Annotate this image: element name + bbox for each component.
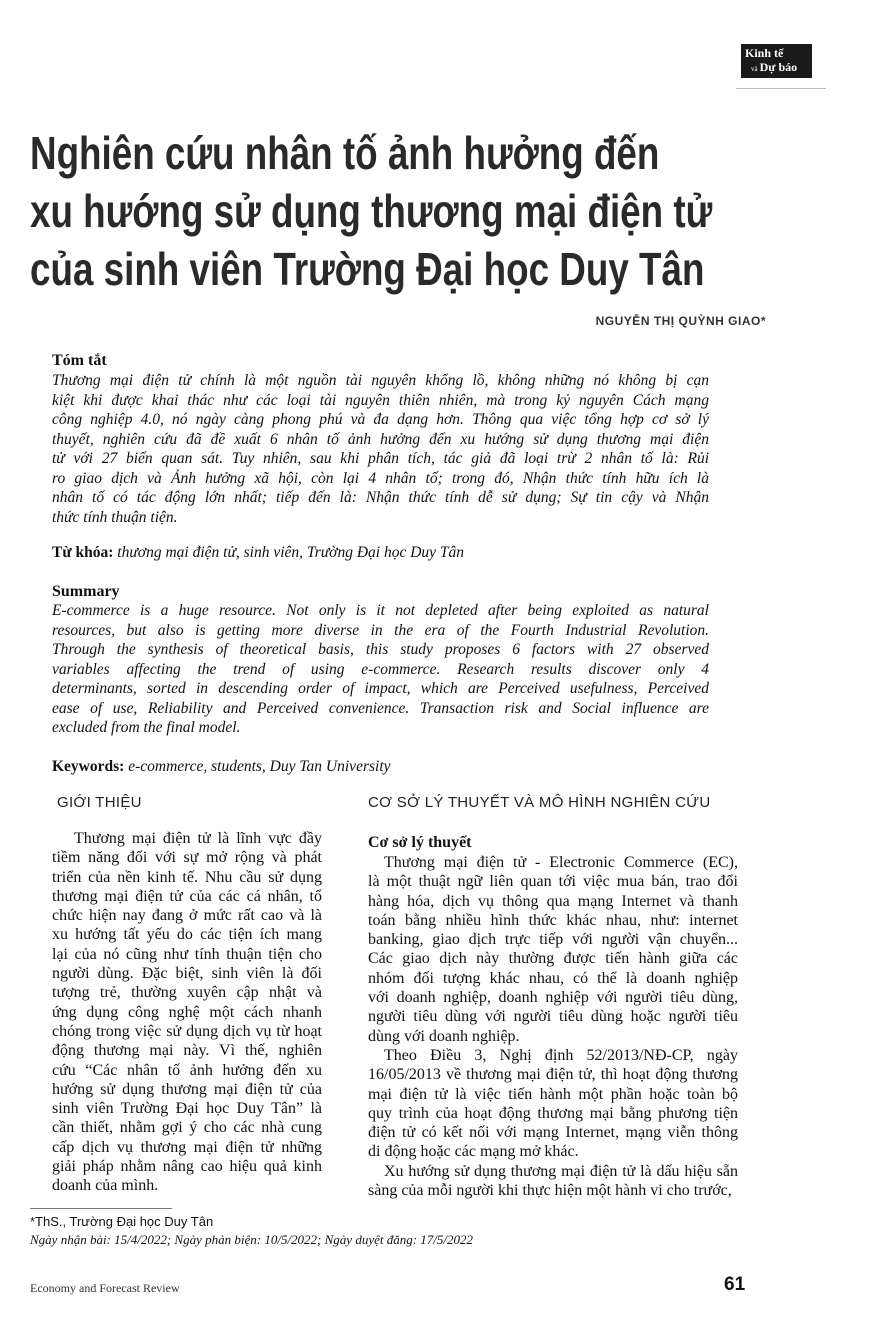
text-line: resources, but also is getting more diverse in the era of the Fourth Industrial Revolution. — [52, 621, 709, 639]
text-line: 16/05/2013 về thương mại điện tử, thì hoạt động thương — [368, 1066, 738, 1084]
keywords-vi — [52, 544, 464, 562]
logo-small: và — [751, 65, 758, 73]
summary-heading: Summary — [52, 583, 120, 600]
subsection-heading: Cơ sở lý thuyết — [368, 834, 472, 851]
text-line: doanh của mình. — [52, 1177, 159, 1195]
text-line: chóng trong việc sử dụng dịch vụ từ hoạt — [52, 1022, 322, 1040]
text-line: Các giao dịch này thường được tiến hành giữa các — [368, 950, 738, 968]
footnote-dates: Ngày nhận bài: 15/4/2022; Ngày phản biện: 10/5/2022; Ngày duyệt đăng: 17/5/2022 — [30, 1232, 474, 1247]
text-line: ro giao dịch và Ảnh hưởng xã hội, còn lại 4 nhân tố; trong đó, Nhận thức tính hữu ích là — [52, 469, 709, 487]
title-line: của sinh viên Trường Đại học Duy Tân — [30, 243, 705, 295]
abstract-en-body — [52, 601, 709, 738]
text-line: cấp dịch vụ thương mại điện tử những — [52, 1138, 322, 1156]
text-line: cần thiết, nhằm gợi ý cho các nhà cung — [52, 1119, 322, 1137]
logo-line1: Kinh tế — [745, 46, 784, 60]
header-rule — [736, 88, 826, 89]
title-line: xu hướng sử dụng thương mại điện tử — [30, 185, 713, 237]
text-line: giải pháp nhằm nâng cao hiệu quả kinh — [52, 1158, 322, 1176]
footnote-affiliation: *ThS., Trường Đại học Duy Tân — [30, 1214, 214, 1229]
page-number: 61 — [724, 1274, 746, 1295]
keywords-vi-label: Từ khóa: — [52, 544, 114, 561]
text-line: thức tính thuận tiện. — [52, 508, 178, 526]
text-line: tử với 27 biến quan sát. Tuy nhiên, sau khi phân tích, tác giả đã loại trừ 2 nhân tố là: Rủi — [52, 450, 709, 467]
article-title — [30, 124, 874, 298]
text-line: quy trình của hoạt động thương mại bằng phương tiện — [368, 1104, 738, 1122]
text-line: kiệt khi được khai thác như các loại tài nguyên thiên nhiên, mà trong kỷ nguyên Cách mạng — [52, 391, 709, 409]
abstract-vi-body — [52, 371, 709, 527]
text-line: tượng trẻ, thường xuyên cập nhật và — [52, 984, 322, 1002]
keywords-vi-value: thương mại điện tử, sinh viên, Trường Đại học Duy Tân — [117, 544, 465, 561]
text-line: di động hoặc các mạng mở khác. — [368, 1143, 579, 1161]
text-line: triển của nền kinh tế. Nhu cầu sử dụng — [52, 868, 322, 886]
section-heading-theory: CƠ SỞ LÝ THUYẾT VÀ MÔ HÌNH NGHIÊN CỨU — [368, 794, 711, 811]
text-line: toán bằng nhiều hình thức khác nhau, như: internet — [368, 911, 738, 929]
text-line: chức hiện nay đang ở mức rất cao và là — [52, 907, 322, 925]
text-line: điện tử có kết nối với mạng Internet, mạng viễn thông — [368, 1124, 738, 1142]
journal-logo — [741, 44, 812, 78]
text-line: E-commerce is a huge resource. Not only is it not depleted after being exploited as natural — [52, 602, 709, 619]
text-line: mại điện tử là việc tiến hành một phần hoặc toàn bộ — [368, 1085, 738, 1103]
text-line: với doanh nghiệp, doanh nghiệp với người tiêu dùng, — [368, 989, 738, 1007]
text-line: variables affecting the trend of using e-commerce. Research results discover only 4 — [52, 660, 709, 678]
text-line: thuyết, nghiên cứu đã đề xuất 6 nhân tố ảnh hưởng đến xu hướng sử dụng thương mại điện — [52, 430, 709, 448]
text-line: nhân tố có tác động lớn nhất; tiếp đến là: Nhận thức tính dễ sử dụng; Sự tin cậy và Nhận — [52, 489, 709, 506]
keywords-en — [52, 758, 391, 776]
section-heading-intro: GIỚI THIỆU — [57, 794, 142, 811]
text-line: excluded from the final model. — [52, 719, 241, 736]
abstract-heading: Tóm tắt — [52, 352, 107, 369]
text-line: sinh viên Trường Đại học Duy Tân” là — [52, 1100, 322, 1118]
logo-line2: Dự báo — [759, 60, 798, 74]
text-line: người tiêu dùng với người tiêu dùng hoặc người tiêu — [368, 1008, 738, 1026]
text-line: hàng hóa, dịch vụ thông qua mạng Internet và thanh — [368, 892, 738, 910]
keywords-en-value: e-commerce, students, Duy Tan University — [128, 758, 391, 775]
keywords-en-label: Keywords: — [52, 758, 125, 775]
text-line: tiềm năng đối với sự mở rộng và phát — [52, 849, 322, 867]
theory-body — [368, 853, 738, 1200]
title-line: Nghiên cứu nhân tố ảnh hưởng đến — [30, 127, 660, 179]
text-line: Thương mại điện tử chính là một nguồn tài nguyên khổng lồ, không những nó không bị cạn — [52, 372, 709, 389]
text-line: sàng của mỗi người khi thực hiện một hành vi cho trước, — [368, 1182, 732, 1200]
text-line: động thương mại này. Vì thế, nghiên — [52, 1042, 322, 1060]
text-line: Thương mại điện tử - Electronic Commerce (EC), — [384, 854, 738, 871]
text-line: Xu hướng sử dụng thương mại điện tử là dấu hiệu sẵn — [384, 1162, 738, 1180]
text-line: hướng sử dụng thương mại điện tử của — [52, 1080, 322, 1098]
text-line: Theo Điều 3, Nghị định 52/2013/NĐ-CP, ngày — [384, 1046, 738, 1064]
text-line: công nghiệp 4.0, nó ngày càng phong phú và đa dạng hơn. Thông qua việc tổng hợp cơ sở lý — [52, 411, 709, 428]
text-line: ease of use, Reliability and Perceived convenience. Transaction risk and Social influence are — [52, 699, 709, 717]
author: NGUYỄN THỊ QUỲNH GIAO* — [595, 314, 766, 328]
text-line: thương mại điện tử của các cá nhân, tổ — [52, 887, 322, 905]
intro-body — [52, 829, 322, 1196]
text-line: Thương mại điện tử là lĩnh vực đầy — [74, 830, 322, 847]
footnote-rule — [30, 1208, 172, 1209]
text-line: nhóm đối tượng khác nhau, có thể là doanh nghiệp — [368, 969, 738, 987]
text-line: Through the synthesis of theoretical basis, this study proposes 6 factors with 27 observed — [52, 641, 709, 658]
text-line: banking, giao dịch trực tiếp với người vận chuyển... — [368, 931, 738, 949]
text-line: xu hướng tất yếu do các tiện ích mang — [52, 926, 322, 944]
text-line: determinants, sorted in descending order of impact, which are Perceived usefulness, Perceived — [52, 680, 709, 697]
footer-journal: Economy and Forecast Review — [30, 1281, 180, 1295]
text-line: người dùng. Đặc biệt, sinh viên là đối — [52, 965, 322, 983]
text-line: lại của nó cũng như tính thuận tiện cho — [52, 945, 322, 963]
text-line: cứu “Các nhân tố ảnh hưởng đến xu — [52, 1061, 322, 1079]
text-line: là một thuật ngữ liên quan tới việc mua bán, trao đổi — [368, 873, 738, 891]
text-line: ứng dụng công nghệ một cách nhanh — [52, 1003, 322, 1021]
text-line: dùng với doanh nghiệp. — [368, 1027, 520, 1045]
